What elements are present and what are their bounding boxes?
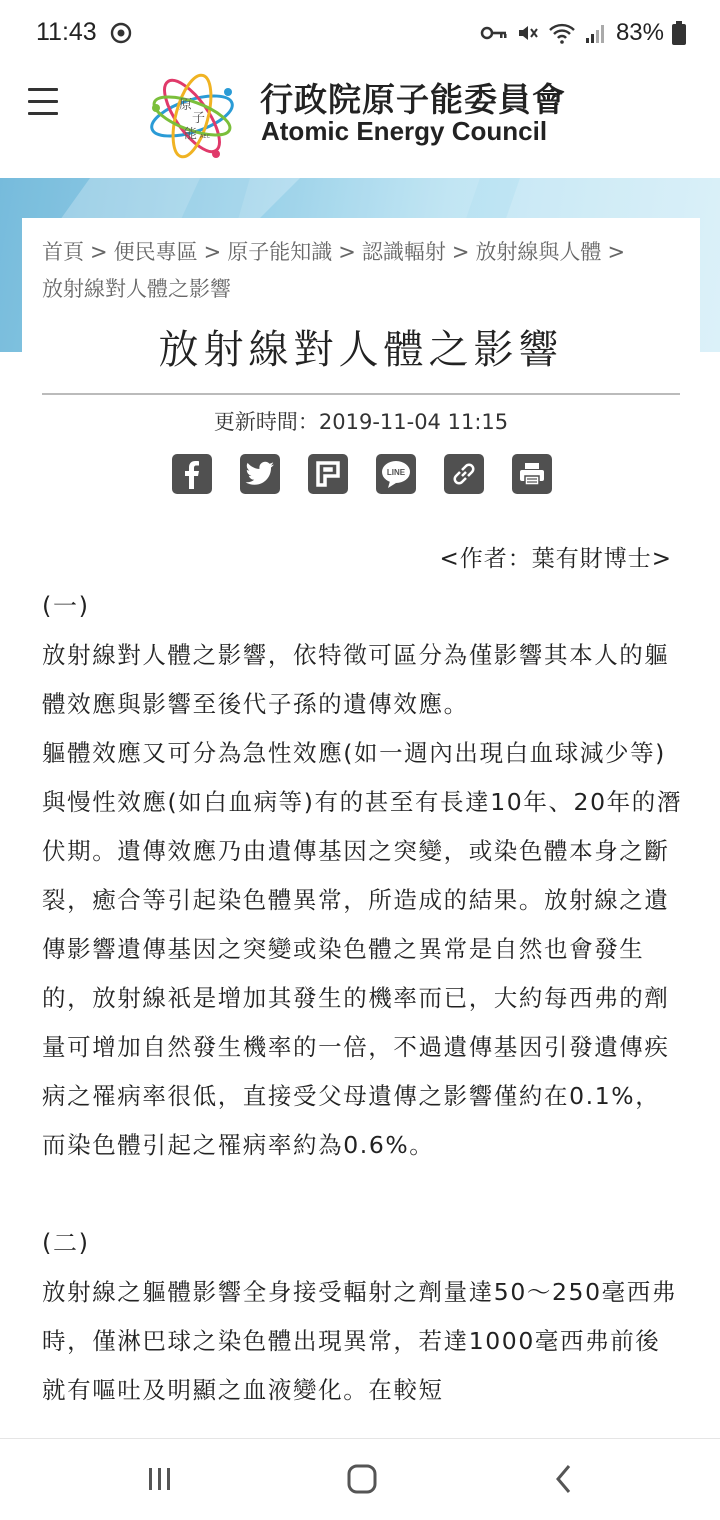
paragraph: 放射線之軀體影響全身接受輻射之劑量達50～250毫西弗時，僅淋巴球之染色體出現異常，若達1000毫西弗前後就有嘔吐及明顯之血液變化。在較短: [42, 1278, 677, 1404]
breadcrumb: [42, 234, 682, 308]
breadcrumb-knowledge[interactable]: 原子能知識: [227, 240, 333, 264]
breadcrumb-separator: >: [203, 240, 222, 264]
print-button[interactable]: [512, 454, 552, 494]
breadcrumb-home[interactable]: 首頁: [42, 240, 84, 264]
breadcrumb-separator: >: [338, 240, 356, 264]
logo-text-1: 原: [179, 98, 193, 113]
hamburger-line: [28, 112, 58, 115]
hamburger-menu-icon: [28, 88, 58, 91]
back-icon[interactable]: [542, 1459, 586, 1499]
breadcrumb-services[interactable]: 便民專區: [113, 240, 198, 264]
plurk-icon: [314, 460, 342, 488]
home-icon[interactable]: [340, 1459, 384, 1499]
status-bar: [0, 0, 720, 64]
breadcrumb-current[interactable]: 放射線對人體之影響: [42, 277, 231, 301]
section-heading: (二): [42, 1229, 90, 1257]
breadcrumb-radiation[interactable]: 認識輻射: [361, 240, 446, 264]
menu-button[interactable]: [28, 88, 60, 116]
share-twitter-button[interactable]: [240, 454, 280, 494]
paragraph: 放射線對人體之影響，依特徵可區分為僅影響其本人的軀體效應與影響至後代子孫的遺傳效應。: [42, 641, 670, 718]
twitter-icon: [245, 461, 275, 487]
paragraph-spacer: [42, 1170, 682, 1219]
aec-logo[interactable]: [146, 64, 242, 168]
line-icon: [380, 459, 412, 489]
site-name-zh[interactable]: 行政院原子能委員會: [260, 80, 566, 119]
share-link-button[interactable]: [444, 454, 484, 494]
logo-text-3: 能: [184, 127, 198, 142]
print-icon: [518, 460, 546, 488]
page-title: 放射線對人體之影響: [158, 327, 564, 373]
battery-icon: [672, 21, 686, 45]
share-plurk-button[interactable]: [308, 454, 348, 494]
hamburger-line: [28, 100, 58, 103]
signal-icon: [584, 21, 608, 45]
site-name-en[interactable]: Atomic Energy Council: [261, 116, 548, 146]
wifi-icon: [548, 21, 576, 45]
battery-percent: 83%: [615, 19, 664, 46]
section-heading: (一): [42, 592, 90, 620]
logo-text-2: 子: [192, 111, 206, 126]
update-time: 更新時間：2019-11-04 11:15: [213, 410, 509, 434]
status-icons: [480, 18, 686, 48]
status-time: 11:43: [36, 18, 97, 46]
share-row: [172, 454, 552, 494]
breadcrumb-radiation-body[interactable]: 放射線與人體: [475, 240, 602, 264]
paragraph: 軀體效應又可分為急性效應(如一週內出現白血球減少等)與慢性效應(如白血病等)有的甚至有長達10年、20年的潛伏期。遺傳效應乃由遺傳基因之突變，或染色體本身之斷裂，癒合等引起染色體異常，所造成的結果。放射線之遺傳影響遺傳基因之突變或染色體之異常是自然也會發生的，放射線祇是增加其發生的機率而已，大約每西弗的劑量可增加自然發生機率的一倍，不過遺傳基因引發遺傳疾病之罹病率很低，直接受父母遺傳之影響僅約在0.1%，而染色體引起之罹病率約為0.6%。: [42, 739, 682, 1159]
title-divider: [42, 393, 680, 395]
key-icon: [480, 23, 508, 43]
line-icon-label: LINE: [386, 468, 406, 477]
breadcrumb-separator: >: [451, 240, 470, 264]
article-body: [42, 582, 682, 1415]
site-header: [0, 64, 720, 178]
link-icon: [450, 460, 478, 488]
share-line-button[interactable]: [376, 454, 416, 494]
logo-small-text: AEC: [200, 134, 211, 140]
breadcrumb-separator: >: [90, 240, 108, 264]
share-facebook-button[interactable]: [172, 454, 212, 494]
facebook-icon: [179, 459, 205, 489]
content-card: [22, 218, 700, 1438]
breadcrumb-separator: >: [607, 240, 626, 264]
system-nav-bar: [0, 1438, 720, 1520]
mute-icon: [516, 21, 540, 45]
author: <作者：葉有財博士>: [439, 546, 672, 572]
location-target-icon: [110, 22, 132, 44]
recent-apps-icon[interactable]: [138, 1459, 182, 1499]
